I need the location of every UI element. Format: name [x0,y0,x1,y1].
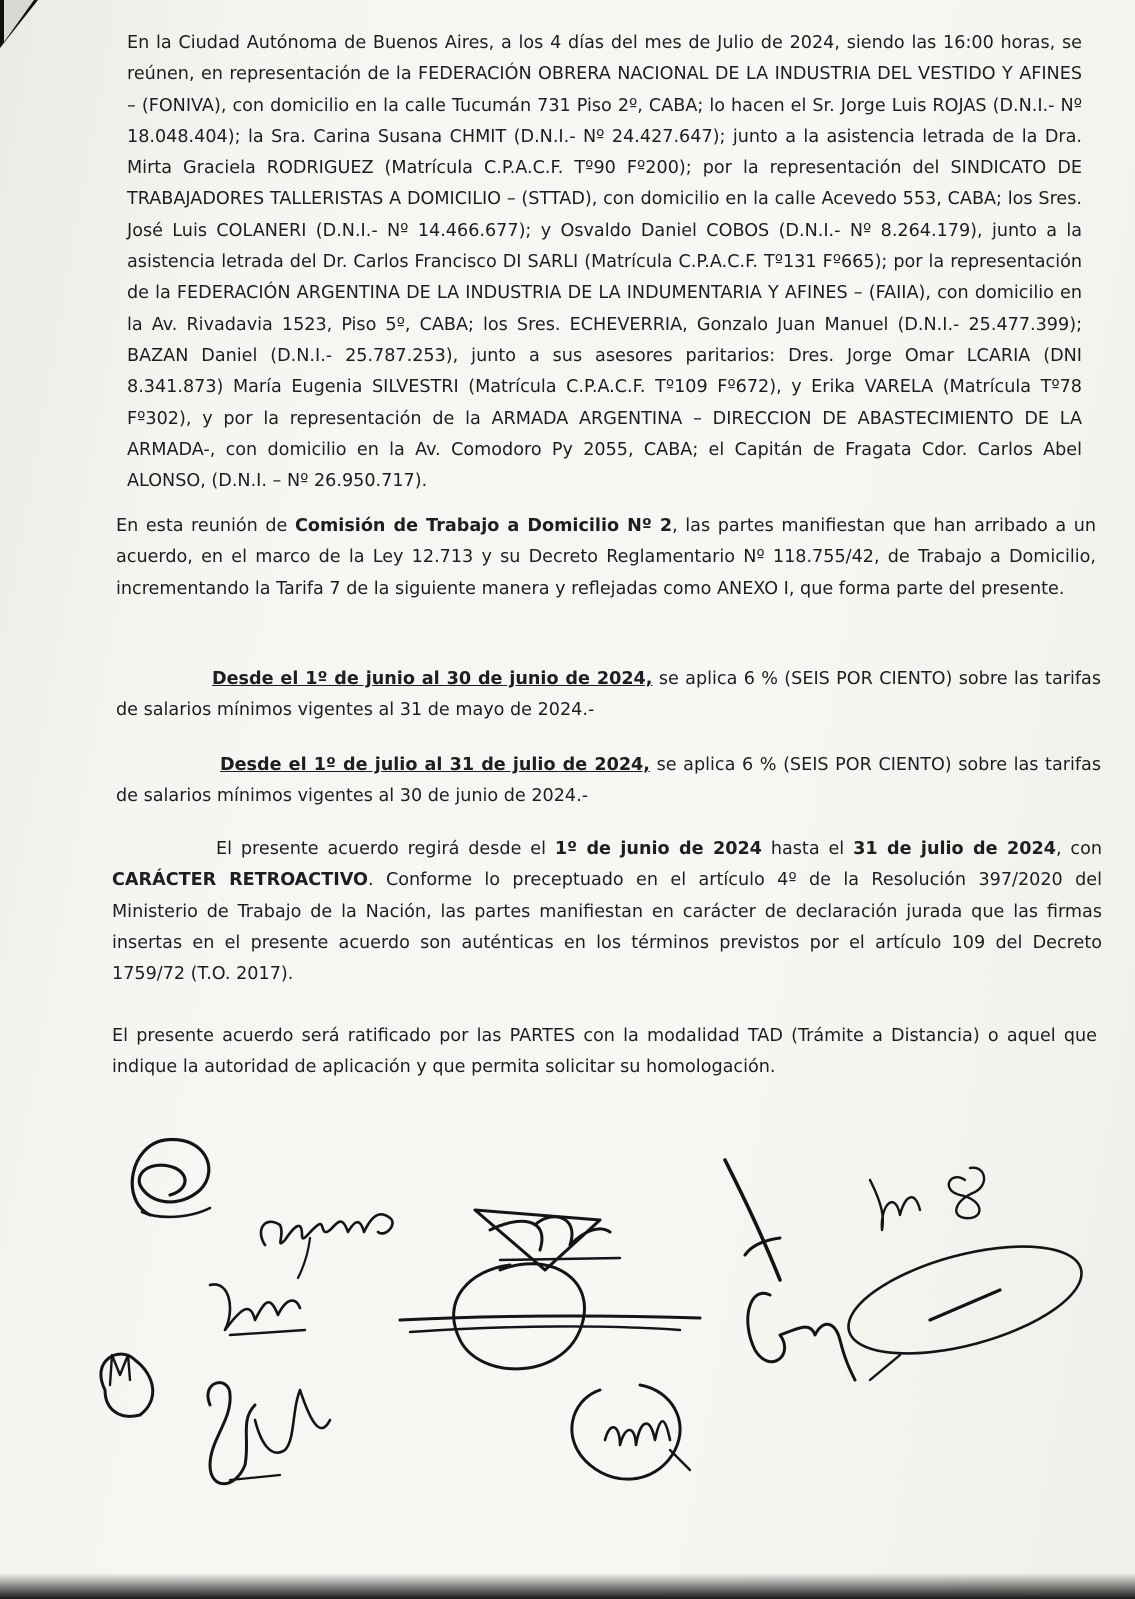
signature-11 [208,1383,330,1484]
paragraph-validity [112,834,1102,990]
signature-3 [475,1210,620,1270]
signature-2 [261,1214,393,1278]
commission-name: Comisión de Trabajo a Domicilio Nº 2 [294,516,673,536]
signature-10 [101,1354,153,1416]
paragraph-parties [127,28,1082,497]
agreement-text-start: En esta reunión de [116,516,295,536]
signature-4 [725,1160,780,1280]
signature-6 [210,1284,305,1335]
signature-7 [400,1264,700,1369]
july-increase-text: se aplica 6 % (SEIS POR CIENTO) sobre las tarifas de salarios mínimos vigentes al 30 de junio de 2024.- [116,755,1101,807]
paragraph-june-increase [116,664,1101,727]
start-date: 1º de junio de 2024 [554,839,762,859]
end-date: 31 de julio de 2024 [853,839,1056,859]
agreement-text-end: , las partes manifiestan que han arribado a un acuerdo, en el marco de la Ley 12.713 y su Decreto Reglamentario Nº 118.755/42, de Trabajo a Domicilio, incrementando la Tarifa 7 de la siguiente manera y reflejadas como ANEXO I, que forma parte del presente. [116,516,1096,599]
signature-1 [132,1140,210,1217]
parties-text: En la Ciudad Autónoma de Buenos Aires, a los 4 días del mes de Julio de 2024, siendo las 16:00 horas, se reúnen, en representación de la FEDERACIÓN OBRERA NACIONAL DE LA INDUSTRIA DEL VESTIDO Y AFINES – (FONIVA), con domicilio en la calle Tucumán 731 Piso 2º, CABA; lo hacen el Sr. Jorge Luis ROJAS (D.N.I.- Nº 18.048.404); la Sra. Carina Susana CHMIT (D.N.I.- Nº 24.427.647); junto a la asistencia letrada de la Dra. Mirta Graciela RODRIGUEZ (Matrícula C.P.A.C.F. Tº90 Fº200); por la representación del SINDICATO DE TRABAJADORES TALLERISTAS A DOMICILIO – (STTAD), con domicilio en la calle Acevedo 553, CABA; los Sres. José Luis COLANERI (D.N.I.- Nº 14.466.677); y Osvaldo Daniel COBOS (D.N.I.- Nº 8.264.179), junto a la asistencia letrada del Dr. Carlos Francisco DI SARLI (Matrícula C.P.A.C.F. Tº131 Fº665); por la representación de la FEDERACIÓN ARGENTINA DE LA INDUSTRIA DE LA INDUMENTARIA Y AFINES – (FAIIA), con domicilio en la Av. Rivadavia 1523, Piso 5º, CABA; los Sres. ECHEVERRIA, Gonzalo Juan Manuel (D.N.I.- 25.477.399); BAZAN Daniel (D.N.I.- 25.787.253), junto a sus asesores paritarios: Dres. Jorge Omar LCARIA (DNI 8.341.873) María Eugenia SILVESTRI (Matrícula C.P.A.C.F. Tº109 Fº672), y Erika VARELA (Matrícula Tº78 Fº302), y por la representación de la ARMADA ARGENTINA – DIRECCION DE ABASTECIMIENTO DE LA ARMADA-, con domicilio en la Av. Comodoro Py 2055, CABA; el Capitán de Fragata Cdor. Carlos Abel ALONSO, (D.N.I. – Nº 26.950.717). [127,33,1082,492]
validity-text-1: El presente acuerdo regirá desde el [216,839,555,859]
validity-text-2: hasta el [761,839,854,859]
paragraph-july-increase [116,750,1101,813]
june-increase-text: se aplica 6 % (SEIS POR CIENTO) sobre las tarifas de salarios mínimos vigentes al 31 de mayo de 2024.- [116,669,1101,721]
signatures-area [80,1120,1110,1560]
page-bottom-edge [0,1573,1135,1599]
signature-8 [837,1225,1092,1380]
retroactive-label: CARÁCTER RETROACTIVO [112,870,369,891]
paragraph-ratification [112,1021,1097,1084]
july-period: Desde el 1º de julio al 31 de julio de 2024, [220,755,650,775]
paragraph-agreement [116,511,1096,605]
june-period: Desde el 1º de junio al 30 de junio de 2024, [212,669,653,689]
signature-9 [748,1293,855,1380]
signature-12 [572,1385,690,1479]
signature-5 [870,1168,984,1230]
page-corner-fold [4,0,34,42]
validity-text-3: , con [1055,839,1102,859]
ratification-text: El presente acuerdo será ratificado por las PARTES con la modalidad TAD (Trámite a Distancia) o aquel que indique la autoridad de aplicación y que permita solicitar su homologación. [112,1026,1097,1078]
validity-text-4: . Conforme lo preceptuado en el artículo 4º de la Resolución 397/2020 del Ministerio de Trabajo de la Nación, las partes manifiestan en carácter de declaración jurada que las firmas insertas en el presente acuerdo son auténticas en los términos previstos por el artículo 109 del Decreto 1759/72 (T.O. 2017). [112,870,1102,985]
